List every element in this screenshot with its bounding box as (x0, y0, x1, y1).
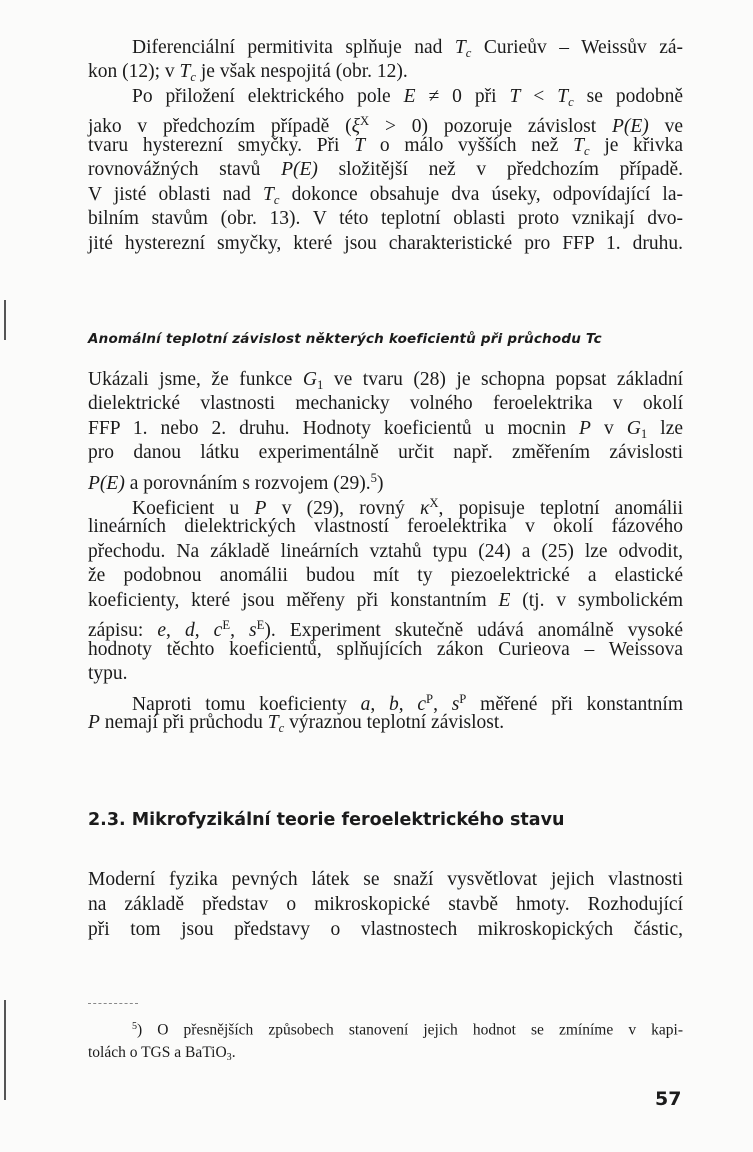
text-run: typu. (88, 663, 128, 684)
superscript: 5 (132, 1021, 138, 1032)
subscript: 1 (316, 377, 324, 392)
superscript: P (426, 692, 434, 706)
text-run: ≠ 0 při (415, 86, 510, 107)
math-symbol: T (267, 712, 279, 733)
math-symbol: d (184, 619, 195, 641)
text-run: ) (377, 472, 384, 494)
text-run: při tom jsou představy o vlastnostech mikroskopických částic, (88, 919, 683, 940)
superscript: 5 (370, 471, 377, 485)
text-run: nemají při průchodu (99, 712, 268, 733)
superscript: X (429, 496, 439, 510)
text-run: pro danou látku experimentálně určit např. změřením závislosti (88, 442, 683, 463)
subscript: c (568, 94, 574, 109)
text-run: FFP 1. nebo 2. druhu. Hodnoty koeficientů u mocnin (88, 418, 580, 439)
math-symbol: κ (420, 497, 430, 519)
text-run: lze (647, 418, 683, 439)
text-run: kon (12); v (88, 61, 180, 82)
text-run: , (194, 619, 214, 641)
superscript: E (256, 618, 265, 632)
text-run: , (230, 619, 250, 641)
superscript: P (459, 692, 467, 706)
footnote-rule (88, 1003, 138, 1004)
math-symbol: T (179, 61, 191, 82)
subscript: c (583, 143, 590, 158)
math-symbol: G (626, 418, 641, 439)
text-run: , (370, 693, 389, 715)
text-run: Moderní fyzika pevných látek se snaží vysvětlovat jejich vlastnosti (88, 869, 683, 890)
text-run: že podobnou anomálii budou mít ty piezoelektrické a elastické (88, 565, 683, 586)
math-symbol: ξ (351, 115, 360, 137)
text-line (88, 893, 683, 917)
text-run: složitější než v předchozím případě. (317, 159, 683, 180)
text-line (88, 711, 683, 740)
math-symbol: a (360, 693, 371, 715)
text-line (88, 589, 683, 613)
superscript: X (360, 114, 370, 128)
subscript: 1 (640, 426, 648, 441)
text-run: ve tvaru (28) je schopna popsat základní (323, 369, 683, 390)
scan-edge-mark (4, 1000, 6, 1100)
text-run: Naproti tomu koeficienty (132, 693, 361, 715)
math-symbol: s (249, 619, 257, 641)
math-symbol: P(E) (88, 472, 125, 494)
math-symbol: E (498, 590, 511, 611)
text-line (88, 232, 683, 256)
text-run: je však nespojitá (obr. 12). (196, 61, 408, 82)
text-run: je křivka (589, 135, 683, 156)
math-symbol: T (454, 37, 466, 58)
section-heading: 2.3. Mikrofyzikální teorie feroelektrického stavu (88, 810, 565, 830)
math-symbol: T (573, 135, 584, 156)
text-run: o málo vyšších než (365, 135, 574, 156)
text-line (88, 207, 683, 231)
text-run: > 0) pozoruje závislost (369, 115, 612, 137)
math-symbol: P(E) (281, 159, 318, 180)
text-run: Diferenciální permitivita splňuje nad (132, 37, 455, 58)
text-run: měřené při konstantním (466, 693, 684, 715)
math-symbol: T (354, 135, 366, 156)
scan-edge-mark (4, 300, 6, 340)
text-line (88, 662, 683, 686)
subscript: c (278, 720, 285, 735)
math-symbol: c (213, 619, 223, 641)
text-run: ). Experiment skutečně udává anomálně vysoké (264, 619, 683, 641)
text-run: výraznou teplotní závislost. (284, 712, 505, 733)
text-run: Curieův – Weissův zá- (471, 37, 684, 58)
text-line (88, 638, 683, 662)
text-run: , (398, 693, 418, 715)
text-line (88, 158, 683, 182)
text-run: hodnoty těchto koeficientů, splňujících zákon Curieova – Weissova (88, 639, 683, 660)
text-run: bilním stavům (obr. 13). V této teplotní oblasti proto vznikají dvo- (88, 208, 683, 229)
math-symbol: P(E) (611, 115, 649, 137)
text-run: tolách o TGS a BaTiO (88, 1044, 227, 1061)
text-line (88, 564, 683, 588)
text-line (88, 515, 683, 539)
text-run: se podobně (573, 86, 683, 107)
text-run: lineárních dielektrických vlastností feroelektrika v okolí fázového (88, 516, 683, 537)
text-run: tvaru hysterezní smyčky. Při (88, 135, 355, 156)
text-run: koeficienty, které jsou měřeny při konstantním (88, 590, 499, 611)
math-symbol: E (403, 86, 416, 107)
text-run: a porovnáním s rozvojem (29). (124, 472, 371, 494)
text-run: , (433, 693, 452, 715)
math-symbol: P (254, 497, 267, 519)
math-symbol: e (157, 619, 166, 641)
math-symbol: T (557, 86, 569, 107)
text-run: v (29), rovný (266, 497, 421, 519)
math-symbol: c (417, 693, 427, 715)
math-symbol: T (509, 86, 521, 107)
text-run: zápisu: (88, 619, 158, 641)
text-line (88, 868, 683, 892)
subscript: c (465, 45, 472, 60)
text-run: < (520, 86, 558, 107)
text-line (88, 918, 683, 942)
text-run: dokonce obsahuje dva úseky, odpovídající la- (279, 184, 683, 205)
text-line (88, 392, 683, 416)
text-run: jité hysterezní smyčky, které jsou charakteristické pro FFP 1. druhu. (88, 233, 683, 254)
text-run: Ukázali jsme, že funkce (88, 369, 303, 390)
text-line (88, 540, 683, 564)
superscript: E (222, 618, 231, 632)
math-symbol: G (302, 369, 317, 390)
text-run: V jisté oblasti nad (88, 184, 263, 205)
text-run: ) O přesnějších způsobech stanovení jejich hodnot se zmíníme v kapi- (137, 1021, 683, 1039)
text-run: dielektrické vlastnosti mechanicky volného feroelektrika v okolí (88, 393, 683, 414)
footnote-line (88, 1017, 683, 1041)
text-run: v (590, 418, 627, 439)
text-run: Po přiložení elektrického pole (132, 86, 404, 107)
text-run: , (165, 619, 185, 641)
math-symbol: b (388, 693, 399, 715)
page-number: 57 (655, 1088, 682, 1110)
text-run: . (231, 1044, 236, 1061)
text-run: ve (648, 115, 684, 137)
math-symbol: P (88, 712, 100, 733)
subscript: c (273, 192, 280, 207)
text-run: Koeficient u (132, 497, 255, 519)
text-line (88, 441, 683, 465)
math-symbol: P (579, 418, 591, 439)
subscript: 3 (226, 1052, 232, 1064)
math-symbol: s (451, 693, 460, 715)
text-run: na základě představ o mikroskopické stavbě hmoty. Rozhodující (88, 894, 683, 915)
text-run: přechodu. Na základě lineárních vztahů typu (24) a (25) lze odvodit, (88, 541, 683, 562)
subheading: Anomální teplotní závislost některých koeficientů při průchodu Tc (88, 331, 602, 347)
text-run: , popisuje teplotní anomálii (438, 497, 684, 519)
subscript: c (190, 69, 197, 84)
text-run: jako v předchozím případě ( (88, 115, 352, 137)
math-symbol: T (262, 184, 274, 205)
text-run: (tj. v symbolickém (510, 590, 683, 611)
footnote-line (88, 1043, 683, 1068)
text-run: rovnovážných stavů (88, 159, 282, 180)
